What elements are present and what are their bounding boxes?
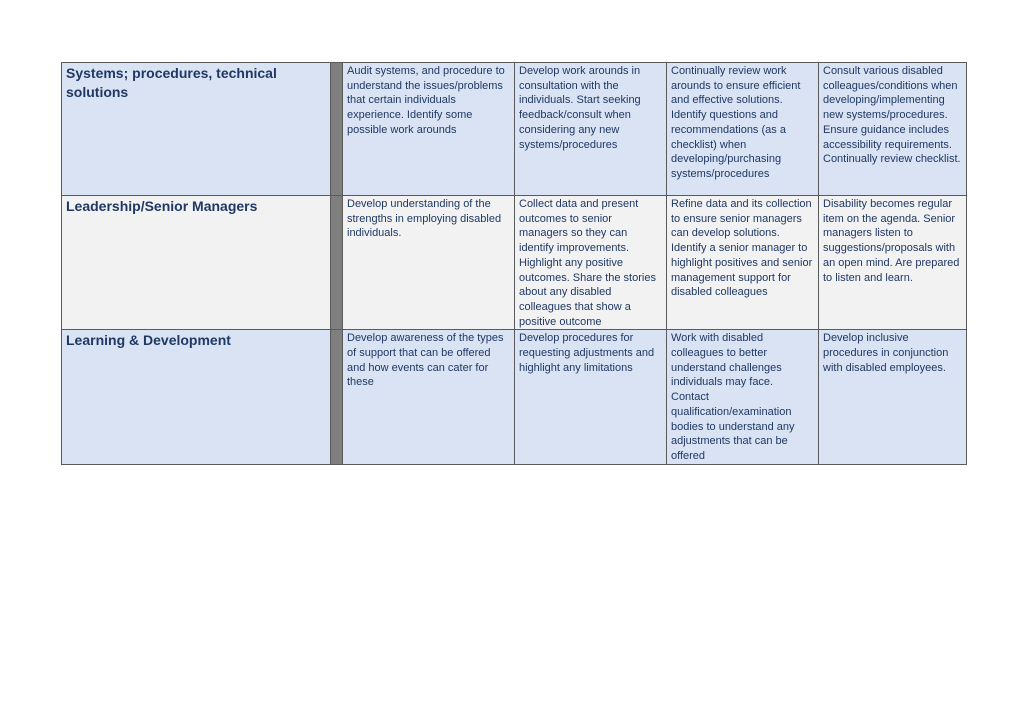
table-cell: Develop procedures for requesting adjustments and highlight any limitations <box>515 330 667 464</box>
table-cell: Refine data and its collection to ensure senior managers can develop solutions. Identify a senior manager to highlight positives and senior management support for disabled colleagues <box>667 196 819 330</box>
row-divider <box>331 63 343 196</box>
table-cell: Develop inclusive procedures in conjunction with disabled employees. <box>819 330 967 464</box>
table-cell: Disability becomes regular item on the agenda. Senior managers listen to suggestions/proposals with an open mind. Are prepared to listen and learn. <box>819 196 967 330</box>
maturity-table <box>61 62 967 465</box>
table-cell: Develop work arounds in consultation with the individuals. Start seeking feedback/consult when considering any new systems/procedures <box>515 63 667 196</box>
row-heading-leadership: Leadership/Senior Managers <box>62 196 331 330</box>
table-cell: Consult various disabled colleagues/conditions when developing/implementing new systems/procedures. Ensure guidance includes accessibility requirements. Continually review checklist. <box>819 63 967 196</box>
row-heading-systems: Systems; procedures, technical solutions <box>62 63 331 196</box>
document-page <box>61 62 966 465</box>
row-heading-learning: Learning & Development <box>62 330 331 464</box>
table-cell: Collect data and present outcomes to senior managers so they can identify improvements. Highlight any positive outcomes. Share the stories about any disabled colleagues that show a positive outcome <box>515 196 667 330</box>
table-cell: Develop awareness of the types of support that can be offered and how events can cater for these <box>343 330 515 464</box>
table-cell: Audit systems, and procedure to understand the issues/problems that certain individuals experience. Identify some possible work arounds <box>343 63 515 196</box>
table-row <box>62 196 967 330</box>
table-cell: Work with disabled colleagues to better understand challenges individuals may face. Contact qualification/examination bodies to understand any adjustments that can be offered <box>667 330 819 464</box>
table-cell: Develop understanding of the strengths in employing disabled individuals. <box>343 196 515 330</box>
table-cell: Continually review work arounds to ensure efficient and effective solutions. Identify questions and recommendations (as a checklist) when developing/purchasing systems/procedures <box>667 63 819 196</box>
row-divider <box>331 196 343 330</box>
table-row <box>62 330 967 464</box>
row-divider <box>331 330 343 464</box>
table-row <box>62 63 967 196</box>
